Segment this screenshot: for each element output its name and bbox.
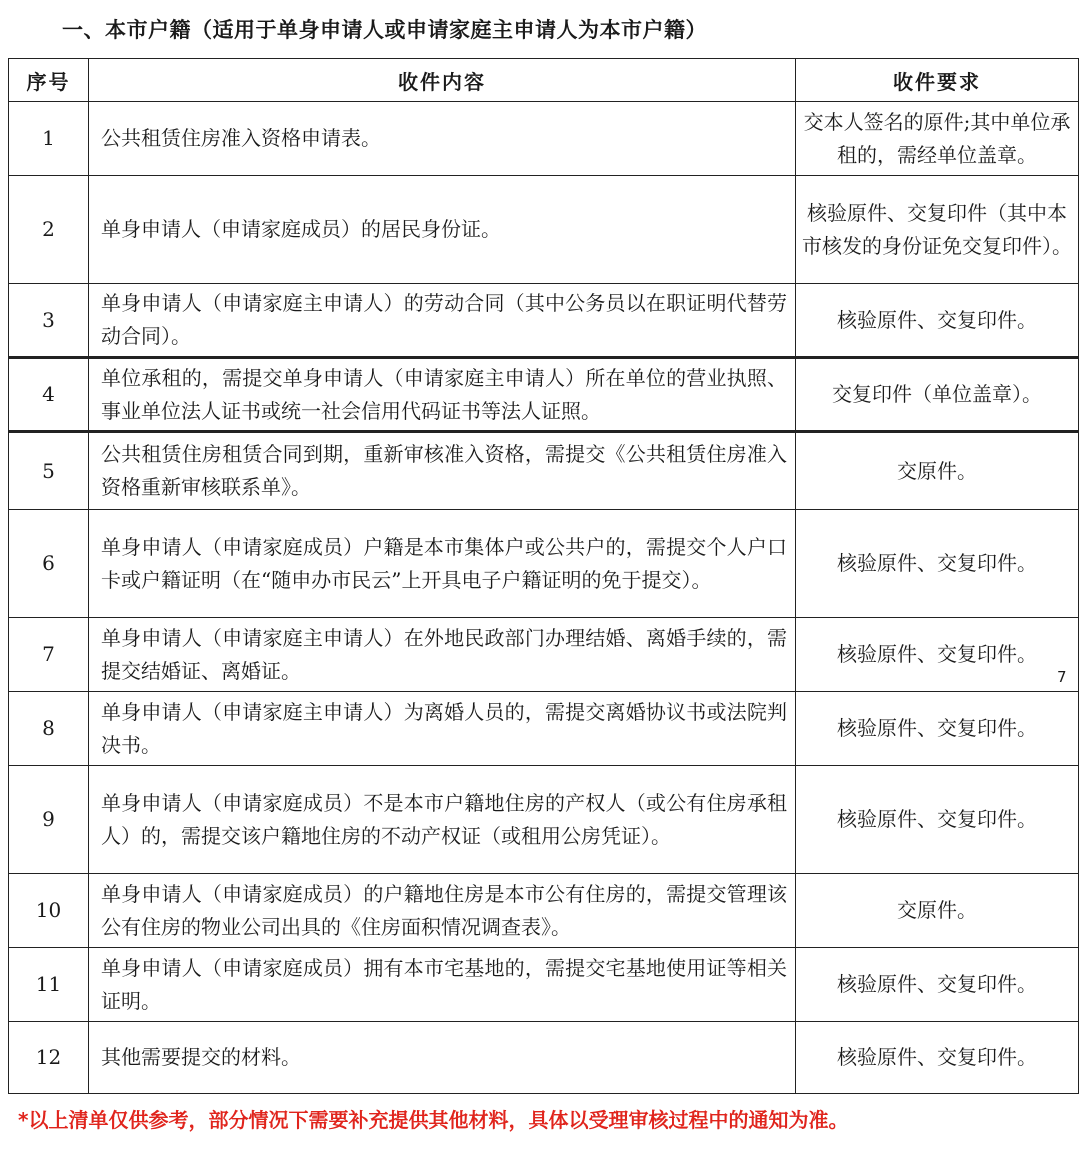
row-requirement: 核验原件、交复印件。 [796,1022,1079,1094]
table-row [9,358,1079,432]
table-row [9,102,1079,176]
table-row [9,284,1079,358]
row-requirement: 交复印件（单位盖章）。 [796,358,1079,432]
section-heading: 一、本市户籍（适用于单身申请人或申请家庭主申请人为本市户籍） [62,18,707,42]
table-row [9,618,1079,692]
row-requirement: 核验原件、交复印件。 [796,948,1079,1022]
table-row [9,510,1079,618]
row-content: 单身申请人（申请家庭成员）不是本市户籍地住房的产权人（或公有住房承租人）的，需提交该户籍地住房的不动产权证（或租用公房凭证）。 [89,766,796,874]
row-requirement: 核验原件、交复印件。 [796,284,1079,358]
row-num: 4 [9,358,89,432]
row-content: 单身申请人（申请家庭成员）的居民身份证。 [89,176,796,284]
table-header-row [9,59,1079,102]
documents-table [8,58,1079,1094]
row-num: 3 [9,284,89,358]
row-content: 单身申请人（申请家庭主申请人）的劳动合同（其中公务员以在职证明代替劳动合同）。 [89,284,796,358]
row-content: 单身申请人（申请家庭成员）拥有本市宅基地的，需提交宅基地使用证等相关证明。 [89,948,796,1022]
table-row [9,1022,1079,1094]
row-requirement: 核验原件、交复印件。 [796,618,1079,692]
table-row [9,692,1079,766]
row-num: 5 [9,432,89,510]
header-num: 序号 [9,59,89,102]
row-requirement: 核验原件、交复印件。 [796,510,1079,618]
row-content: 单身申请人（申请家庭成员）户籍是本市集体户或公共户的，需提交个人户口卡或户籍证明（在“随申办市民云”上开具电子户籍证明的免于提交）。 [89,510,796,618]
row-content: 公共租赁住房租赁合同到期，重新审核准入资格，需提交《公共租赁住房准入资格重新审核联系单》。 [89,432,796,510]
header-content: 收件内容 [89,59,796,102]
row-requirement: 交原件。 [796,874,1079,948]
header-requirement: 收件要求 [796,59,1079,102]
row-requirement: 核验原件、交复印件（其中本市核发的身份证免交复印件）。 [796,176,1079,284]
table-row [9,176,1079,284]
row-requirement: 核验原件、交复印件。 [796,766,1079,874]
row-num: 1 [9,102,89,176]
row-num: 2 [9,176,89,284]
row-num: 7 [9,618,89,692]
row-content: 单身申请人（申请家庭主申请人）为离婚人员的，需提交离婚协议书或法院判决书。 [89,692,796,766]
row-requirement: 核验原件、交复印件。 [796,692,1079,766]
row-num: 10 [9,874,89,948]
footnote: *以上清单仅供参考，部分情况下需要补充提供其他材料，具体以受理审核过程中的通知为准。 [18,1108,849,1132]
row-num: 8 [9,692,89,766]
page-number: 7 [1057,668,1067,686]
row-num: 9 [9,766,89,874]
table-row [9,432,1079,510]
row-requirement: 交本人签名的原件;其中单位承租的，需经单位盖章。 [796,102,1079,176]
row-content: 单位承租的，需提交单身申请人（申请家庭主申请人）所在单位的营业执照、事业单位法人证书或统一社会信用代码证书等法人证照。 [89,358,796,432]
table-row [9,948,1079,1022]
row-requirement: 交原件。 [796,432,1079,510]
row-num: 6 [9,510,89,618]
row-content: 单身申请人（申请家庭成员）的户籍地住房是本市公有住房的，需提交管理该公有住房的物业公司出具的《住房面积情况调查表》。 [89,874,796,948]
row-content: 其他需要提交的材料。 [89,1022,796,1094]
table-row [9,874,1079,948]
row-content: 单身申请人（申请家庭主申请人）在外地民政部门办理结婚、离婚手续的，需提交结婚证、离婚证。 [89,618,796,692]
row-num: 11 [9,948,89,1022]
row-content: 公共租赁住房准入资格申请表。 [89,102,796,176]
table-row [9,766,1079,874]
row-num: 12 [9,1022,89,1094]
